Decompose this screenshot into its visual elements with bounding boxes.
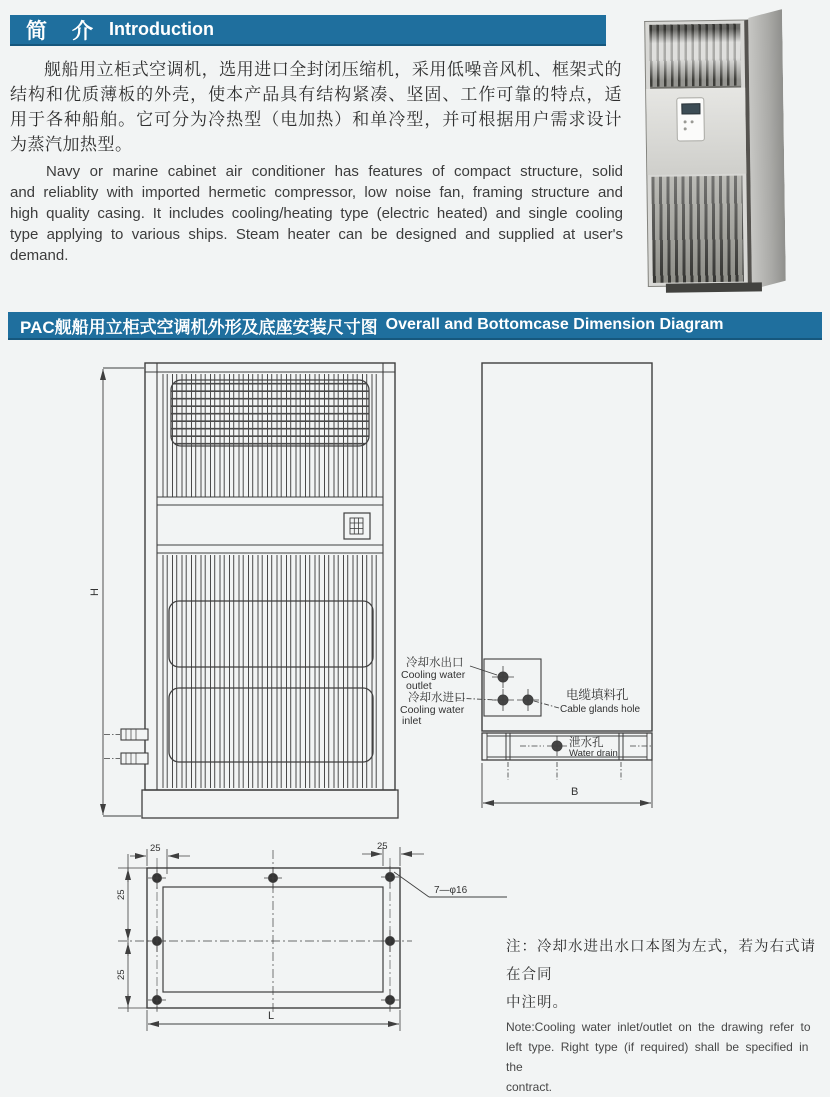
cable-glands-hole — [517, 689, 539, 711]
label-drain-en: Water drain — [569, 748, 618, 759]
label-cooling-outlet-cn: 冷却水出口 — [406, 657, 464, 669]
intro-header-bar — [10, 15, 606, 46]
dim-label-l: L — [268, 1010, 275, 1022]
dimension-title-en: Overall and Bottomcase Dimension Diagram — [385, 316, 724, 333]
cabinet-base — [666, 282, 762, 292]
label-cooling-inlet-en2: inlet — [402, 715, 422, 727]
note-en-line2: left type. Right type (if required) shall be specified in the — [506, 1040, 809, 1074]
label-cooling-inlet-cn: 冷却水进口 — [408, 692, 466, 704]
dim-label-25-top-left: 25 — [150, 843, 161, 854]
dim-label-h: H — [89, 588, 101, 596]
mounting-holes — [148, 866, 399, 1011]
control-panel — [676, 97, 705, 141]
front-control-box — [344, 513, 370, 539]
dimension-title-cn: PAC舰船用立柜式空调机外形及底座安装尺寸图 — [20, 317, 378, 337]
label-drain-cn: 泄水孔 — [569, 737, 604, 749]
control-button — [684, 120, 687, 123]
label-cooling-outlet-en1: Cooling water — [401, 669, 466, 681]
label-holes-spec: 7—φ16 — [434, 885, 468, 896]
label-cable-cn: 电缆填料孔 — [566, 688, 629, 702]
cabinet-top-grille — [649, 24, 741, 89]
dim-label-25-left-lower: 25 — [116, 969, 127, 980]
dim-label-25-top-right: 25 — [377, 841, 388, 852]
label-cooling-inlet-en1: Cooling water — [400, 704, 465, 716]
note-en-line3: contract. — [506, 1080, 553, 1094]
note-cn-line1: 注：冷却水进出水口本图为左式，若为右式请在合同 — [506, 939, 816, 983]
cooling-water-outlet-hole — [492, 666, 514, 688]
note-en-line1: Note:Cooling water inlet/outlet on the drawing refer to — [506, 1020, 811, 1034]
dimension-header-bar — [8, 312, 822, 340]
cabinet-middle-panel — [646, 88, 746, 175]
base-mounting-drawing — [118, 847, 507, 1031]
label-cable-en: Cable glands hole — [560, 704, 641, 715]
dim-label-b: B — [571, 786, 579, 798]
dim-label-25-left-upper: 25 — [116, 889, 127, 900]
product-photo — [632, 4, 818, 296]
cabinet-front-panel — [644, 20, 752, 287]
side-base-channel — [482, 733, 652, 760]
intro-paragraph-en: Navy or marine cabinet air conditioner has features of compact structure, solid and reliablity with imported hermetic compressor, low noise fan, framing structure and high quality casing. It includes cooling/heating type (electric heated) and single cooling type applying to various ships. Steam heater can be designed and supplied at user's demand. — [10, 163, 623, 264]
note-cn-line2: 中注明。 — [506, 995, 568, 1011]
intro-title-en: Introduction — [109, 19, 214, 39]
side-view-drawing — [456, 363, 652, 808]
front-view-drawing — [103, 363, 398, 818]
label-cooling-outlet-en2: outlet — [406, 680, 432, 692]
control-button — [684, 127, 687, 130]
cabinet-side-panel — [748, 9, 786, 289]
intro-paragraph-cn: 舰船用立柜式空调机，选用进口全封闭压缩机，采用低噪音风机、框架式的结构和优质薄板的外壳，使本产品具有结构紧凑、坚固、工作可靠的特点，适用于各种船舶。它可分为冷热型（电加热）和单冷型，并可根据用户需求设计为蒸汽加热型。 — [10, 60, 622, 154]
control-button — [691, 120, 694, 123]
note-block — [506, 933, 828, 1097]
cabinet-unit — [636, 7, 796, 293]
control-display — [681, 103, 700, 114]
water-pipes — [104, 729, 148, 764]
cabinet-bottom-grille — [651, 176, 743, 283]
intro-title-cn: 简 介 — [26, 19, 95, 43]
